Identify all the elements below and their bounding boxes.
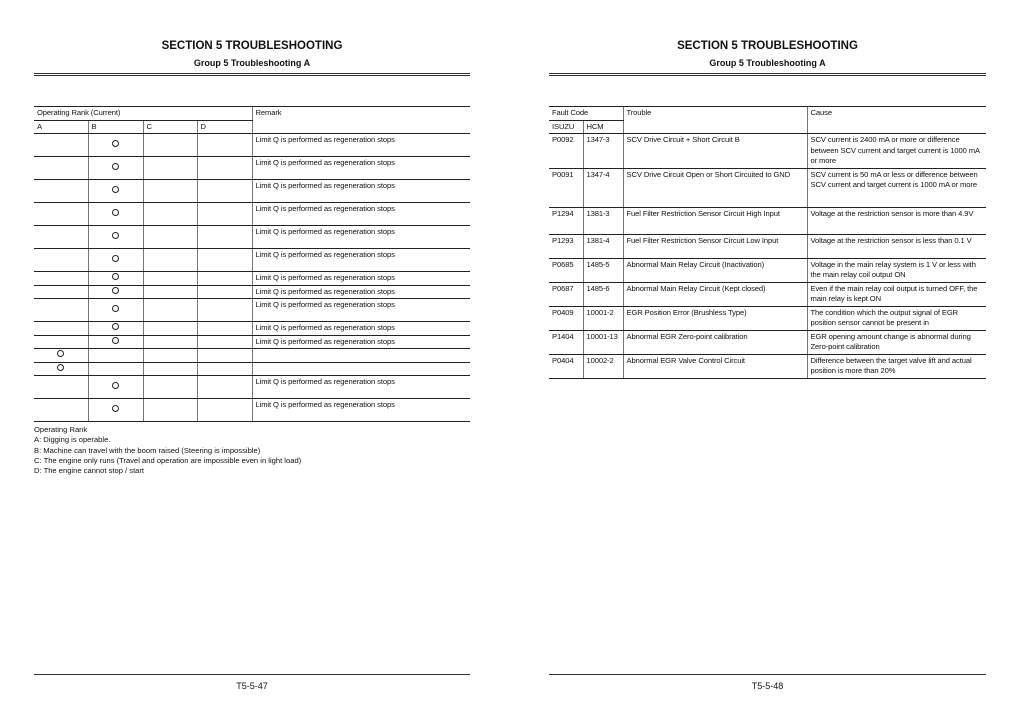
circle-mark-icon	[112, 209, 119, 216]
rank-cell-a	[34, 157, 88, 180]
trouble-cell: SCV Drive Circuit Open or Short Circuited to GND	[623, 168, 807, 207]
table-row	[549, 258, 986, 282]
rank-cell-b	[88, 335, 143, 349]
rank-cell-d	[197, 157, 252, 180]
isuzu-cell: P1404	[549, 330, 583, 354]
circle-mark-icon	[112, 305, 119, 312]
rank-cell-a	[34, 134, 88, 157]
cause-header: Cause	[807, 107, 986, 134]
table-row	[34, 349, 470, 363]
trouble-cell: Fuel Filter Restriction Sensor Circuit High Input	[623, 207, 807, 234]
remark-cell: Limit Q is performed as regeneration stops	[252, 285, 470, 299]
table-row	[34, 335, 470, 349]
rank-cell-d	[197, 203, 252, 226]
table-row	[549, 168, 986, 207]
table-row	[34, 226, 470, 249]
footer-rule	[34, 674, 470, 675]
page-number: T5-5-47	[236, 681, 268, 691]
rank-cell-b	[88, 322, 143, 336]
table-row	[34, 203, 470, 226]
rank-header: Operating Rank (Current)	[34, 107, 252, 121]
group-subtitle: Group 5 Troubleshooting A	[709, 58, 826, 68]
right-page	[549, 0, 986, 725]
header-rule	[549, 73, 986, 76]
hcm-cell: 1381-4	[583, 234, 623, 258]
remark-cell: Limit Q is performed as regeneration stops	[252, 134, 470, 157]
rank-cell-a	[34, 376, 88, 399]
rank-cell-c	[143, 335, 197, 349]
rank-cell-d	[197, 272, 252, 286]
rank-cell-d	[197, 362, 252, 376]
rank-cell-a	[34, 362, 88, 376]
circle-mark-icon	[112, 163, 119, 170]
rank-cell-b	[88, 134, 143, 157]
rank-cell-d	[197, 349, 252, 363]
section-title: SECTION 5 TROUBLESHOOTING	[677, 40, 858, 52]
remark-cell: Limit Q is performed as regeneration stops	[252, 226, 470, 249]
cause-cell: Voltage at the restriction sensor is more than 4.9V	[807, 207, 986, 234]
remark-cell	[252, 362, 470, 376]
cause-cell: EGR opening amount change is abnormal during Zero-point calibration	[807, 330, 986, 354]
col-d-header: D	[197, 120, 252, 134]
table-row	[549, 354, 986, 378]
hcm-cell: 1347-3	[583, 134, 623, 169]
rank-cell-d	[197, 226, 252, 249]
circle-mark-icon	[112, 273, 119, 280]
header-rule	[34, 73, 470, 76]
rank-cell-d	[197, 399, 252, 422]
rank-cell-b	[88, 299, 143, 322]
col-c-header: C	[143, 120, 197, 134]
cause-cell: SCV current is 50 mA or less or difference between SCV current and target current is 1000 mA or more	[807, 168, 986, 207]
rank-cell-c	[143, 134, 197, 157]
isuzu-cell: P1293	[549, 234, 583, 258]
rank-cell-a	[34, 349, 88, 363]
note-line: B: Machine can travel with the boom raised (Steering is impossible)	[34, 445, 261, 455]
rank-cell-c	[143, 272, 197, 286]
table-row	[549, 134, 986, 169]
remark-cell: Limit Q is performed as regeneration stops	[252, 399, 470, 422]
note-line: D: The engine cannot stop / start	[34, 466, 145, 476]
circle-mark-icon	[57, 350, 64, 357]
rank-cell-c	[143, 322, 197, 336]
rank-cell-a	[34, 249, 88, 272]
rank-cell-a	[34, 299, 88, 322]
rank-cell-b	[88, 376, 143, 399]
hcm-cell: 1347-4	[583, 168, 623, 207]
cause-cell: The condition which the output signal of EGR position sensor cannot be present in	[807, 306, 986, 330]
isuzu-header: ISUZU	[549, 120, 583, 134]
isuzu-cell: P0409	[549, 306, 583, 330]
rank-cell-c	[143, 157, 197, 180]
table-row	[34, 180, 470, 203]
circle-mark-icon	[112, 287, 119, 294]
rank-cell-c	[143, 349, 197, 363]
rank-cell-b	[88, 180, 143, 203]
rank-cell-c	[143, 299, 197, 322]
col-b-header: B	[88, 120, 143, 134]
hcm-cell: 10001-13	[583, 330, 623, 354]
rank-cell-b	[88, 157, 143, 180]
trouble-header: Trouble	[623, 107, 807, 134]
remark-cell: Limit Q is performed as regeneration stops	[252, 335, 470, 349]
trouble-cell: Abnormal EGR Valve Control Circuit	[623, 354, 807, 378]
table-row	[34, 322, 470, 336]
left-page	[34, 0, 470, 725]
circle-mark-icon	[112, 323, 119, 330]
table-row	[549, 207, 986, 234]
rank-cell-d	[197, 335, 252, 349]
rank-cell-a	[34, 322, 88, 336]
note-line: C: The engine only runs (Travel and operation are impossible even in light load)	[34, 455, 302, 465]
rank-cell-b	[88, 203, 143, 226]
rank-cell-c	[143, 180, 197, 203]
rank-cell-a	[34, 399, 88, 422]
rank-cell-d	[197, 322, 252, 336]
rank-cell-a	[34, 226, 88, 249]
rank-cell-c	[143, 285, 197, 299]
rank-cell-a	[34, 203, 88, 226]
operating-rank-notes	[34, 425, 301, 476]
table-row	[549, 330, 986, 354]
table-row	[34, 157, 470, 180]
isuzu-cell: P0685	[549, 258, 583, 282]
rank-cell-d	[197, 134, 252, 157]
rank-cell-b	[88, 226, 143, 249]
note-line: Operating Rank	[34, 425, 88, 434]
hcm-header: HCM	[583, 120, 623, 134]
isuzu-cell: P0404	[549, 354, 583, 378]
hcm-cell: 10001-2	[583, 306, 623, 330]
fault-code-header: Fault Code	[549, 107, 623, 121]
rank-cell-b	[88, 349, 143, 363]
rank-cell-b	[88, 249, 143, 272]
cause-cell: SCV current is 2400 mA or more or difference between SCV current and target current is 1000 mA or more	[807, 134, 986, 169]
table-row	[549, 306, 986, 330]
circle-mark-icon	[112, 405, 119, 412]
rank-cell-c	[143, 226, 197, 249]
table-row	[34, 299, 470, 322]
table-row	[34, 376, 470, 399]
rank-cell-a	[34, 272, 88, 286]
hcm-cell: 10002-2	[583, 354, 623, 378]
table-row	[34, 285, 470, 299]
circle-mark-icon	[112, 232, 119, 239]
hcm-cell: 1485-6	[583, 282, 623, 306]
table-row	[34, 362, 470, 376]
table-row	[549, 234, 986, 258]
cause-cell: Difference between the target valve lift and actual position is more than 20%	[807, 354, 986, 378]
table-row	[34, 134, 470, 157]
cause-cell: Voltage at the restriction sensor is less than 0.1 V	[807, 234, 986, 258]
rank-cell-c	[143, 399, 197, 422]
trouble-cell: Abnormal Main Relay Circuit (Kept closed)	[623, 282, 807, 306]
rank-cell-c	[143, 376, 197, 399]
rank-cell-d	[197, 376, 252, 399]
table-row	[34, 399, 470, 422]
col-a-header: A	[34, 120, 88, 134]
footer-rule	[549, 674, 986, 675]
circle-mark-icon	[112, 186, 119, 193]
trouble-cell: Abnormal Main Relay Circuit (Inactivation)	[623, 258, 807, 282]
circle-mark-icon	[57, 364, 64, 371]
section-title: SECTION 5 TROUBLESHOOTING	[161, 40, 343, 52]
remark-cell: Limit Q is performed as regeneration stops	[252, 203, 470, 226]
table-row	[34, 272, 470, 286]
circle-mark-icon	[112, 382, 119, 389]
remark-cell: Limit Q is performed as regeneration stops	[252, 322, 470, 336]
rank-cell-d	[197, 180, 252, 203]
remark-cell: Limit Q is performed as regeneration stops	[252, 299, 470, 322]
remark-cell: Limit Q is performed as regeneration stops	[252, 376, 470, 399]
cause-cell: Even if the main relay coil output is turned OFF, the main relay is kept ON	[807, 282, 986, 306]
operating-rank-table	[34, 106, 470, 422]
rank-cell-b	[88, 285, 143, 299]
rank-cell-c	[143, 362, 197, 376]
remark-cell: Limit Q is performed as regeneration stops	[252, 180, 470, 203]
group-subtitle: Group 5 Troubleshooting A	[193, 58, 311, 68]
note-line: A: Digging is operable.	[34, 435, 111, 445]
hcm-cell: 1381-3	[583, 207, 623, 234]
isuzu-cell: P0092	[549, 134, 583, 169]
hcm-cell: 1485-5	[583, 258, 623, 282]
rank-cell-b	[88, 399, 143, 422]
rank-cell-a	[34, 335, 88, 349]
rank-cell-c	[143, 249, 197, 272]
trouble-cell: Abnormal EGR Zero-point calibration	[623, 330, 807, 354]
page-number: T5-5-48	[751, 681, 784, 691]
trouble-cell: Fuel Filter Restriction Sensor Circuit Low Input	[623, 234, 807, 258]
circle-mark-icon	[112, 255, 119, 262]
circle-mark-icon	[112, 337, 119, 344]
rank-cell-c	[143, 203, 197, 226]
rank-cell-a	[34, 180, 88, 203]
table-row	[34, 249, 470, 272]
rank-cell-d	[197, 299, 252, 322]
rank-cell-d	[197, 249, 252, 272]
table-row	[549, 282, 986, 306]
isuzu-cell: P0091	[549, 168, 583, 207]
rank-cell-a	[34, 285, 88, 299]
isuzu-cell: P0687	[549, 282, 583, 306]
trouble-cell: EGR Position Error (Brushless Type)	[623, 306, 807, 330]
remark-header: Remark	[252, 107, 470, 134]
remark-cell	[252, 349, 470, 363]
remark-cell: Limit Q is performed as regeneration stops	[252, 249, 470, 272]
rank-cell-d	[197, 285, 252, 299]
cause-cell: Voltage in the main relay system is 1 V or less with the main relay coil output ON	[807, 258, 986, 282]
rank-cell-b	[88, 272, 143, 286]
isuzu-cell: P1294	[549, 207, 583, 234]
rank-cell-b	[88, 362, 143, 376]
remark-cell: Limit Q is performed as regeneration stops	[252, 157, 470, 180]
trouble-cell: SCV Drive Circuit + Short Circuit B	[623, 134, 807, 169]
circle-mark-icon	[112, 140, 119, 147]
fault-code-table	[549, 106, 986, 379]
remark-cell: Limit Q is performed as regeneration stops	[252, 272, 470, 286]
